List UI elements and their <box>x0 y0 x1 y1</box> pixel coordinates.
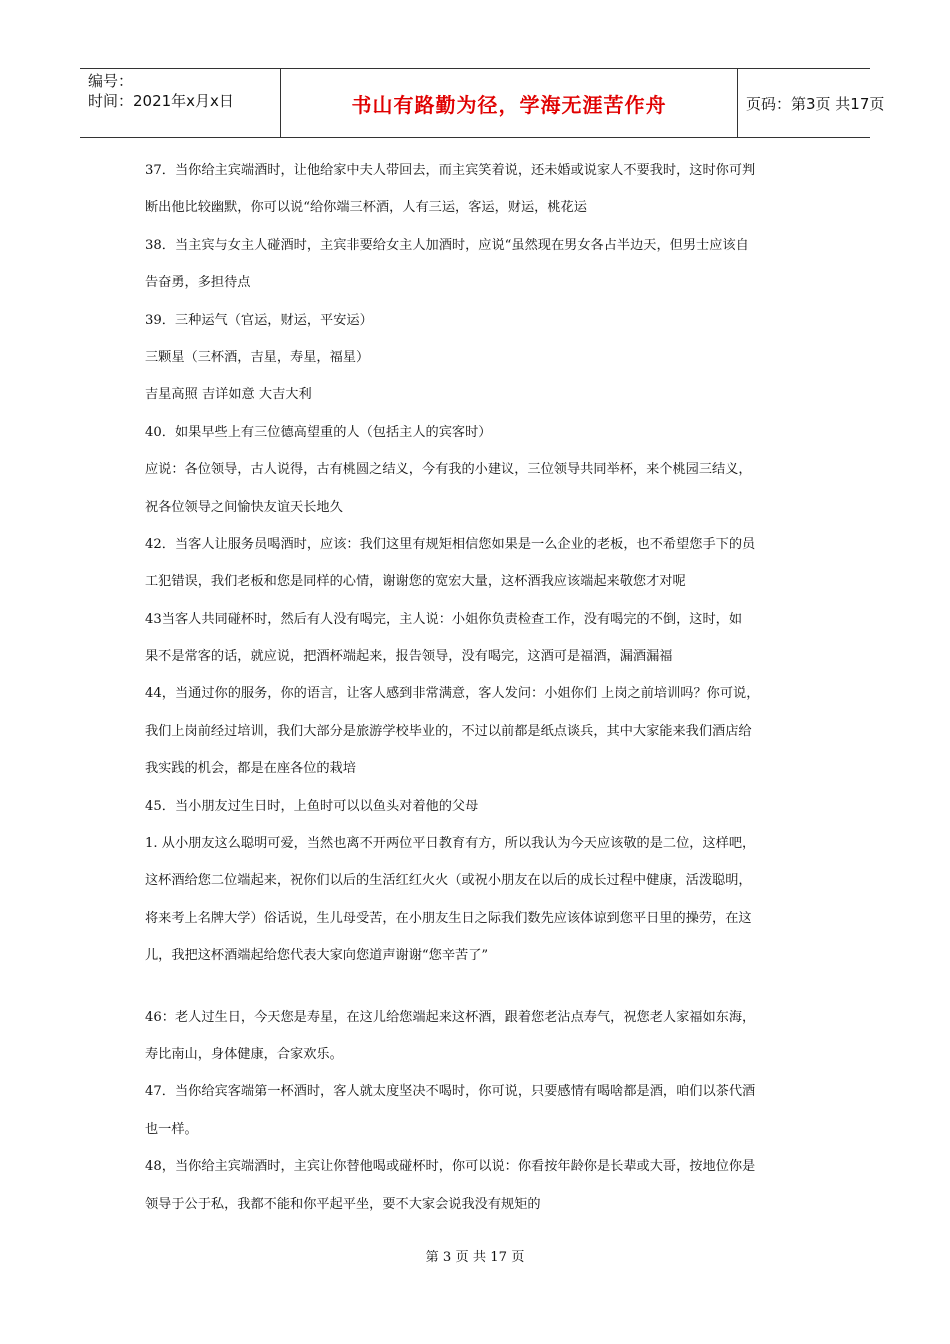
paragraph-line: 1. 从小朋友这么聪明可爱，当然也离不开两位平日教育有方，所以我认为今天应该敬的是二位，这样吧， <box>145 836 756 852</box>
paragraph-line: 告奋勇，多担待点 <box>145 275 251 291</box>
paragraph-spacer <box>145 975 825 999</box>
paragraph <box>145 451 825 526</box>
paragraph <box>145 376 825 413</box>
document-body <box>145 152 825 1223</box>
paragraph <box>145 825 825 975</box>
paragraph <box>145 526 825 601</box>
paragraph-line: 应说：各位领导，古人说得，古有桃圆之结义，今有我的小建议，三位领导共同举杯，来个桃园三结义， <box>145 462 752 478</box>
paragraph <box>145 601 825 676</box>
header-page-info: 页码：第3页 共17页 <box>746 94 885 113</box>
paragraph <box>145 339 825 376</box>
paragraph-line: 47．当你给宾客端第一杯酒时，客人就太度坚决不喝时，你可说，只要感情有喝啥都是酒，咱们以茶代酒 <box>145 1084 756 1100</box>
paragraph-line: 寿比南山，身体健康，合家欢乐。 <box>145 1046 343 1062</box>
paragraph-line: 吉星高照 吉详如意 大吉大利 <box>145 387 312 403</box>
document-time-label: 时间：2021年x月x日 <box>88 92 234 110</box>
paragraph-line: 断出他比较幽默，你可以说“给你端三杯酒，人有三运，客运，财运，桃花运 <box>145 200 587 216</box>
paragraph-line: 将来考上名牌大学）俗话说，生儿母受苦，在小朋友生日之际我们数先应该体谅到您平日里的操劳，在这 <box>145 910 752 926</box>
paragraph-line: 果不是常客的话，就应说，把酒杯端起来，报告领导，没有喝完，这酒可是福酒，漏酒漏福 <box>145 649 673 665</box>
paragraph-line: 45．当小朋友过生日时，上鱼时可以以鱼头对着他的父母 <box>145 798 479 814</box>
header-meta <box>88 71 234 111</box>
paragraph-line: 这杯酒给您二位端起来，祝你们以后的生活红红火火（或祝小朋友在以后的成长过程中健康，活泼聪明， <box>145 873 752 889</box>
paragraph-line: 43当客人共同碰杯时，然后有人没有喝完，主人说：小姐你负责检查工作，没有喝完的不倒，这时，如 <box>145 611 743 627</box>
paragraph-line: 祝各位领导之间愉快友谊天长地久 <box>145 499 343 515</box>
paragraph <box>145 152 825 227</box>
paragraph <box>145 1148 825 1223</box>
page-footer: 第 3 页 共 17 页 <box>425 1250 525 1265</box>
paragraph-line: 工犯错误，我们老板和您是同样的心情，谢谢您的宽宏大量，这杯酒我应该端起来敬您才对呢 <box>145 574 686 590</box>
paragraph <box>145 302 825 339</box>
paragraph-line: 39．三种运气（官运，财运，平安运） <box>145 312 373 328</box>
paragraph-line: 40．如果早些上有三位德高望重的人（包括主人的宾客时） <box>145 424 492 440</box>
page-header <box>80 68 885 138</box>
header-motto: 书山有路勤为径，学海无涯苦作舟 <box>280 69 738 137</box>
paragraph-line: 我实践的机会，都是在座各位的栽培 <box>145 761 356 777</box>
paragraph-line: 46：老人过生日，今天您是寿星，在这儿给您端起来这杯酒，跟着您老沾点寿气，祝您老人家福如东海， <box>145 1009 756 1025</box>
paragraph <box>145 1073 825 1148</box>
paragraph <box>145 788 825 825</box>
paragraph <box>145 227 825 302</box>
paragraph-line: 领导于公于私，我都不能和你平起平坐，要不大家会说我没有规矩的 <box>145 1196 541 1212</box>
paragraph-line: 也一样。 <box>145 1121 198 1137</box>
paragraph <box>145 675 825 787</box>
paragraph-line: 42．当客人让服务员喝酒时，应该：我们这里有规矩相信您如果是一么企业的老板，也不希望您手下的员 <box>145 536 756 552</box>
paragraph <box>145 414 825 451</box>
paragraph-line: 我们上岗前经过培训，我们大部分是旅游学校毕业的，不过以前都是纸点谈兵，其中大家能来我们酒店给 <box>145 723 752 739</box>
paragraph <box>145 999 825 1074</box>
paragraph-line: 44，当通过你的服务，你的语言，让客人感到非常满意，客人发问：小姐你们 上岗之前培训吗？你可说， <box>145 686 760 702</box>
document-number-label: 编号： <box>88 72 134 90</box>
paragraph-line: 37．当你给主宾端酒时，让他给家中夫人带回去，而主宾笑着说，还未婚或说家人不要我时，这时你可判 <box>145 163 756 178</box>
paragraph-line: 三颗星（三杯酒，吉星，寿星，福星） <box>145 349 370 365</box>
paragraph-line: 38．当主宾与女主人碰酒时，主宾非要给女主人加酒时，应说“虽然现在男女各占半边天，但男士应该自 <box>145 237 749 253</box>
paragraph-line: 48，当你给主宾端酒时，主宾让你替他喝或碰杯时，你可以说：你看按年龄你是长辈或大哥，按地位你是 <box>145 1159 756 1175</box>
paragraph-line: 儿，我把这杯酒端起给您代表大家向您道声谢谢“您辛苦了” <box>145 948 489 964</box>
